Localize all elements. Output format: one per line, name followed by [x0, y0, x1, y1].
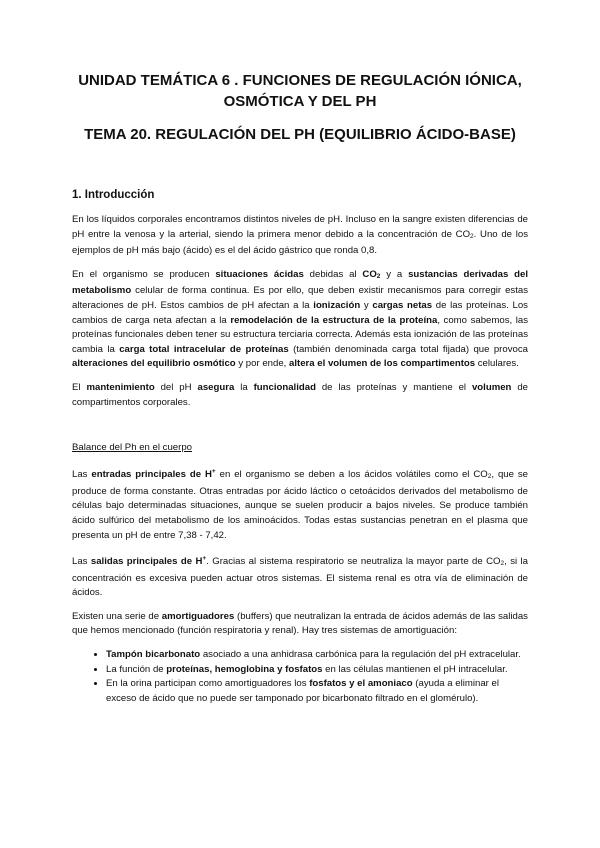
unit-title-line-1: UNIDAD TEMÁTICA 6 . FUNCIONES DE REGULACIÓN IÓNICA, [78, 72, 522, 89]
list-item: • La función de proteínas, hemoglobina y fosfatos en las células mantienen el pH intracelular. [106, 663, 528, 678]
list-item: • En la orina participan como amortiguadores los fosfatos y el amoniaco (ayuda a eliminar el exceso de ácido que no puede ser tamponado por bicarbonato filtrado en el glomérulo). [106, 677, 528, 706]
subsection-heading-balance: Balance del Ph en el cuerpo [72, 442, 193, 454]
paragraph-h-outputs: Las salidas principales de H+. Gracias al sistema respiratorio se neutraliza la mayor parte de $CO_2$, si la concentración es excesiva pueden actuar otros sistemas. El sistema renal es otra vía de eliminación de ácidos. [72, 555, 529, 599]
paragraph-h-inputs: Las entradas principales de H+ en el organismo se deben a los ácidos volátiles como el $CO_2$, que se produce de forma constante. Otras entradas por ácido láctico o cetoácidos derivados del metabolismo de células bajo determinadas situaciones, aunque se suelen producir a bajos niveles. Se produce también ácido sulfúrico del metabolismo de los aminoácidos. Todas estas sustancias penetran en el plasma que presenta un pH de entre 7,38 - 7,42. [72, 468, 528, 541]
paragraph-maintenance: El mantenimiento del pH asegura la funcionalidad de las proteínas y mantiene el volumen de compartimentos corporales. [72, 381, 529, 408]
topic-title: TEMA 20. REGULACIÓN DEL PH (EQUILIBRIO ÁCIDO-BASE) [84, 126, 516, 143]
unit-title [72, 70, 528, 112]
paragraph-ph-levels: En los líquidos corporales encontramos distintos niveles de pH. Incluso en la sangre existen diferencias de pH entre la venosa y la arterial, siendo la primera menor debido a la concentración de $CO_2$. Uno de los ejemplos de pH más bajo (ácido) es el del ácido gástrico que ronda 0,8. [72, 214, 528, 257]
paragraph-buffers: Existen una serie de amortiguadores (buffers) que neutralizan la entrada de ácidos además de las salidas que hemos mencionado (función respiratoria y renal). Hay tres sistemas de amortiguación: [72, 610, 528, 637]
section-heading-introduccion: 1. Introducción [72, 189, 155, 201]
paragraph-acid-situations: En el organismo se producen situaciones ácidas debidas al $CO_2$ y a sustancias derivadas del metabolismo celular de forma continua. Es por ello, que deben existir mecanismos para corregir estas alteraciones de pH. Estos cambios de pH afectan a la ionización y cargas netas de las proteínas. Los cambios de carga neta afectan a la remodelación de la estructura de la proteína, como sabemos, las proteínas funcionales deben tener su estructura terciaria correcta. Además esta ionización de las proteínas cambia la carga total intracelular de proteínas (también denominada carga total fijada) que provoca alteraciones del equilibrio osmótico y por ende, altera el volumen de los compartimentos celulares. [72, 268, 529, 370]
list-item: • Tampón bicarbonato asociado a una anhidrasa carbónica para la regulación del pH extracelular. [106, 648, 528, 663]
buffer-systems-list [72, 648, 528, 706]
unit-title-line-2: OSMÓTICA Y DEL PH [223, 93, 377, 110]
